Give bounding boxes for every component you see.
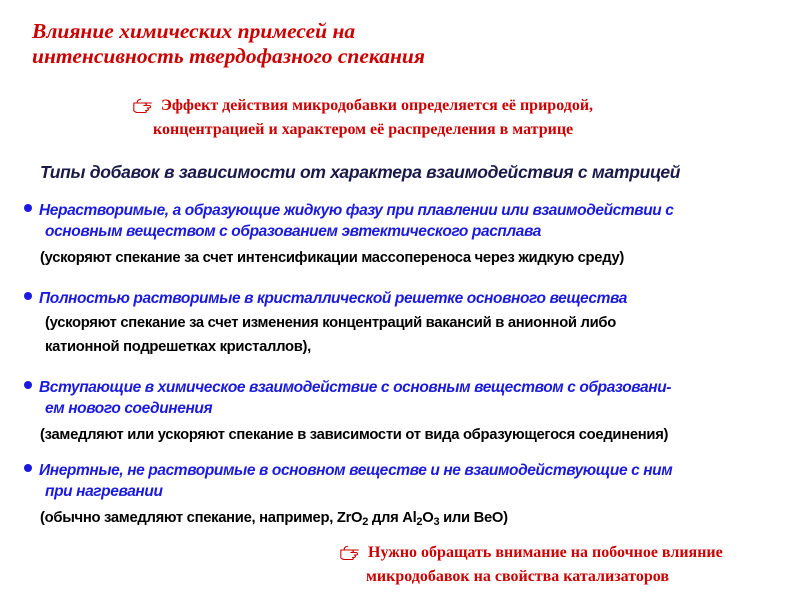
note-bottom-line2: микродобавок на свойства катализаторов [366,568,670,585]
list-item-description-line2: катионной подрешетках кристаллов), [45,339,311,355]
list-item-heading [24,377,794,419]
bullet-icon [24,204,32,212]
list-item-heading-line2: при нагревании [45,483,163,500]
slide-title-line1: Влияние химических примесей на [32,19,356,43]
list-item-description-line1: (ускоряют спекание за счет изменения концентраций вакансий в анионной либо [45,315,617,331]
list-item-heading [24,288,794,309]
note-bottom [340,541,790,589]
note-bottom-text1: Нужно обращать внимание на побочное влияние [368,544,723,561]
list-item-description-line1: (замедляют или ускоряют спекание в зависимости от вида образующегося соединения) [40,427,669,443]
list-item [24,288,794,359]
list-item-heading-line1: Инертные, не растворимые в основном веществе и не взаимодействующие с ним [39,462,673,479]
list-item-heading [24,200,794,242]
list-item-heading-line1: Полностью растворимые в кристаллической решетке основного вещества [39,290,628,307]
slide-title-line2: интенсивность твердофазного спекания [32,44,425,68]
bullet-icon [24,464,32,472]
note-bottom-line1 [340,541,790,565]
slide-title [32,19,552,69]
list-item-description [24,311,794,359]
hand-pointing-right-icon [340,545,360,560]
section-subtitle: Типы добавок в зависимости от характера взаимодействия с матрицей [40,162,681,182]
list-item [24,460,794,530]
note-top-line1 [133,94,693,118]
bullet-icon [24,292,32,300]
list-item [24,377,794,447]
list-item-heading-line1: Вступающие в химическое взаимодействие с основным веществом с образовани- [39,379,672,396]
note-top-text1: Эффект действия микродобавки определяется её природой, [161,97,594,114]
hand-pointing-right-icon [133,98,153,113]
list-item-description [24,506,794,530]
note-top [133,94,693,142]
list-item-description-line1: (обычно замедляют спекание, например, ZrO$_2$ для $Al_2O_3$ или BeO) [40,510,508,528]
list-item-heading [24,460,794,502]
list-item-description [24,423,794,447]
list-item-heading-line2: основным веществом с образованием эвтектического расплава [45,223,541,240]
list-item-description [24,246,794,270]
list-item-heading-line1: Нерастворимые, а образующие жидкую фазу при плавлении или взаимодействии с [39,202,674,219]
note-top-line2: концентрацией и характером её распределения в матрице [153,121,574,138]
list-item-heading-line2: ем нового соединения [45,400,213,417]
list-item [24,200,794,270]
list-item-description-line1: (ускоряют спекание за счет интенсификации массопереноса через жидкую среду) [40,250,625,266]
bullet-icon [24,381,32,389]
